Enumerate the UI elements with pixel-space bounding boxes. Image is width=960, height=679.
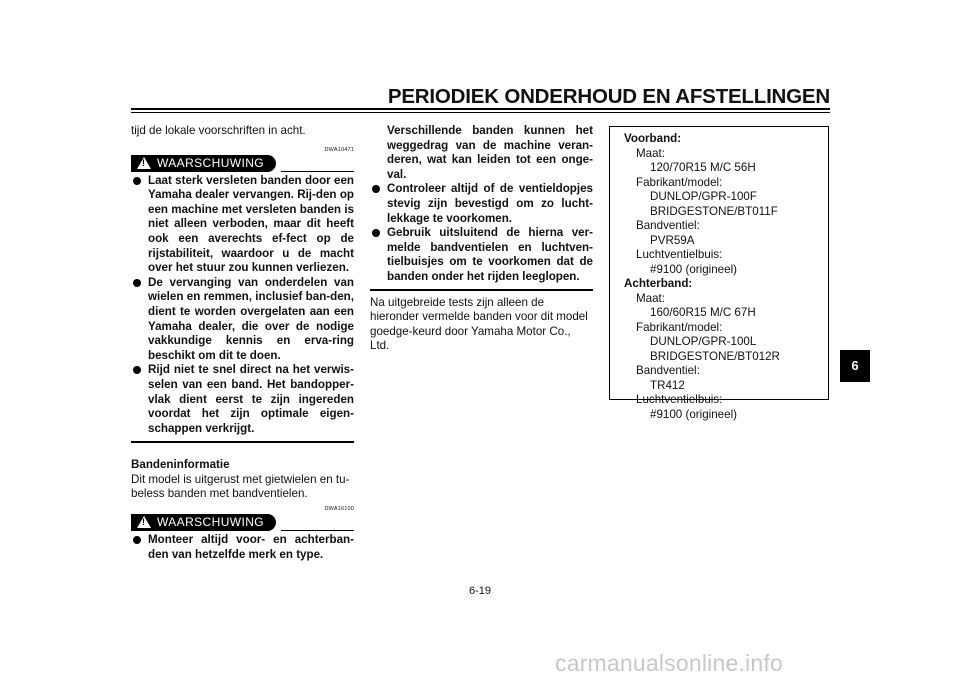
warning-end-rule: [370, 289, 593, 291]
list-item: Laat sterk versleten banden door een Yamaha dealer vervangen. Rij-den op een machine met versleten banden is niet alleen verboden, maar dit heeft ook een averechts ef-fect op de rijstabiliteit, waardoor u de macht over het stuur zou kunnen verliezen.: [131, 174, 354, 276]
bullet-icon: [133, 536, 141, 544]
spec-value: PVR59A: [650, 233, 695, 247]
note-text: Na uitgebreide tests zijn alleen de hieronder vermelde banden voor dit model goedge-keurd door Yamaha Motor Co., Ltd.: [370, 295, 588, 353]
bullet-icon: [372, 185, 380, 193]
page-number: 6-19: [468, 585, 492, 597]
bullet-icon: [372, 229, 380, 237]
spec-label: Maat:: [636, 291, 665, 305]
section-title: Bandeninformatie: [131, 458, 230, 472]
header-rule: [131, 108, 830, 110]
spec-value: DUNLOP/GPR-100F: [650, 190, 757, 203]
bullet-icon: [133, 177, 141, 185]
warning-header-2: [131, 506, 354, 530]
spec-label: Bandventiel:: [636, 364, 700, 377]
warning-icon: [137, 516, 151, 528]
list-item: De vervanging van onderdelen van wielen en remmen, inclusief ban-den, dient te worden overgelaten aan een Yamaha dealer, die over de nodige vakkundige kennis en erva-ring beschikt om dit te doen.: [131, 276, 354, 364]
warning-label: WAARSCHUWING: [157, 515, 265, 530]
tire-spec-box: [609, 126, 829, 421]
spec-label: Luchtventielbuis:: [636, 393, 723, 406]
list-item: Rijd niet te snel direct na het verwis-selen van een band. Het bandopper-vlak dient eerst te zijn ingereden voordat het zijn optimale eigen-schappen verkrijgt.: [131, 363, 354, 436]
bullet-icon: [133, 366, 141, 374]
spec-value: BRIDGESTONE/BT012R: [650, 349, 780, 363]
warning-badge: [131, 155, 276, 172]
spec-label: Maat:: [636, 146, 665, 160]
page-header-title: PERIODIEK ONDERHOUD EN AFSTELLINGEN: [387, 85, 830, 108]
warning-code: DWA10471: [324, 146, 354, 153]
warning-icon: [137, 157, 151, 169]
warning-end-rule: [131, 441, 354, 443]
watermark: carmanualsonline.info: [555, 650, 783, 676]
header-rule-thin: [131, 112, 830, 113]
front-tire-title: Voorband:: [624, 132, 682, 145]
warning-header-1: [131, 146, 354, 170]
list-item: Monteer altijd voor- en achterban-den van hetzelfde merk en type.: [131, 533, 354, 562]
intro-text: tijd de lokale voorschriften in acht.: [131, 124, 306, 137]
spec-label: Fabrikant/model:: [636, 320, 723, 334]
spec-value: BRIDGESTONE/BT011F: [650, 204, 778, 218]
section-text: Dit model is uitgerust met gietwielen en tu-beless banden met bandventielen.: [131, 472, 350, 501]
list-item: Gebruik uitsluitend de hierna ver-melde bandventielen en luchtven-tielbuisjes om te voorkomen dat de banden onder het rijden leeglopen.: [370, 226, 593, 284]
spec-label: Fabrikant/model:: [636, 175, 723, 189]
column-middle: [370, 124, 593, 354]
spec-label: Luchtventielbuis:: [636, 248, 723, 261]
list-item: Controleer altijd of de ventieldopjes stevig zijn bevestigd om zo lucht-lekkage te voorkomen.: [370, 182, 593, 226]
spec-value: DUNLOP/GPR-100L: [650, 335, 757, 348]
spec-value: #9100 (origineel): [650, 262, 738, 276]
column-left: [131, 124, 354, 562]
warning-rule: [281, 171, 354, 172]
spec-label: Bandventiel:: [636, 219, 700, 232]
spec-value: TR412: [650, 378, 685, 392]
spec-value: #9100 (origineel): [650, 407, 738, 421]
rear-tire-title: Achterband:: [624, 277, 693, 290]
warning-badge: [131, 514, 276, 531]
chapter-tab: 6: [840, 350, 870, 382]
spec-value: 120/70R15 M/C 56H: [650, 161, 756, 174]
spec-value: 160/60R15 M/C 67H: [650, 306, 756, 319]
warning-code: DWA16100: [324, 506, 354, 513]
warning-rule: [281, 530, 354, 531]
list-item-continued: Verschillende banden kunnen het weggedrag van de machine veran-deren, wat kan leiden tot een onge-val.: [387, 124, 593, 181]
warning-label: WAARSCHUWING: [157, 155, 265, 170]
bullet-icon: [133, 279, 141, 287]
